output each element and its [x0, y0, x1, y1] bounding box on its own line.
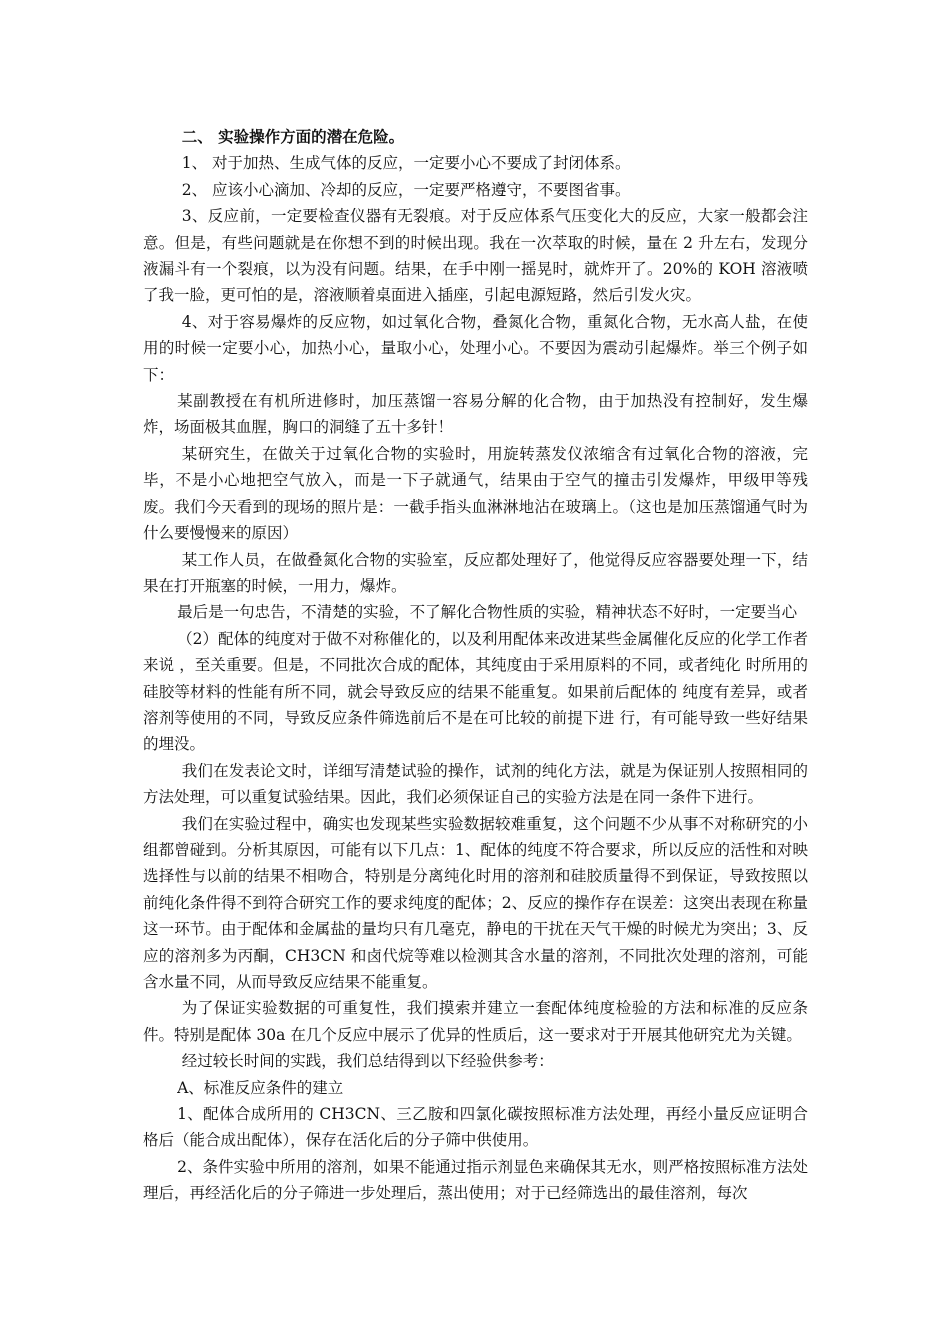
subsection-heading-a: A、标准反应条件的建立: [177, 1078, 344, 1097]
paragraph-step-1: 1、配体合成所用的 CH3CN、三乙胺和四氯化碳按照标准方法处理，再经小量反应证明合格后（能合成出配体），保存在活化后的分子筛中供使用。: [143, 1105, 808, 1150]
paragraph-method: 为了保证实验数据的可重复性，我们摸索并建立一套配体纯度检验的方法和标准的反应条件。特别是配体 30a 在几个反应中展示了优异的性质后，这一要求对于开展其他研究尤为关键。: [143, 999, 808, 1044]
paragraph-item-4: 4、对于容易爆炸的反应物，如过氧化合物，叠氮化合物，重氮化合物，无水高人盐，在使用的时候一定要小心，加热小心，量取小心，处理小心。不要因为震动引起爆炸。举三个例子如下：: [143, 312, 808, 384]
paragraph-item-3: 3、反应前，一定要检查仪器有无裂痕。对于反应体系气压变化大的反应，大家一般都会注意。但是，有些问题就是在你想不到的时候出现。我在一次萃取的时候，量在 2 升左右，发现分液漏斗有一个裂痕，以为没有问题。结果，在手中刚一摇晃时，就炸开了。20%的 KOH 溶液喷了我一脸，更可怕的是，溶液顺着桌面进入插座，引起电源短路，然后引发火灾。: [143, 207, 808, 305]
paragraph-example-2: 某研究生，在做关于过氧化合物的实验时，用旋转蒸发仪浓缩含有过氧化合物的溶液，完毕，不是小心地把空气放入，而是一下子就通气，结果由于空气的撞击引发爆炸，甲级甲等残废。我们今天看到的现场的照片是：一截手指头血淋淋地沾在玻璃上。（这也是加压蒸馏通气时为什么要慢慢来的原因）: [143, 444, 808, 543]
paragraph-reproducibility: 我们在实验过程中，确实也发现某些实验数据较难重复，这个问题不少从事不对称研究的小组都曾碰到。分析其原因，可能有以下几点：1、配体的纯度不符合要求，所以反应的活性和对映选择性与以前的结果不相吻合，特别是分离纯化时用的溶剂和硅胶质量得不到保证，导致按照以前纯化条件得不到符合研究工作的要求纯度的配体；2、反应的操作存在误差：这突出表现在称量这一环节。由于配体和金属盐的量均只有几毫克，静电的干扰在天气干燥的时候尤为突出；3、反应的溶剂多为丙酮，CH3CN 和卤代烷等难以检测其含水量的溶剂，不同批次处理的溶剂，可能含水量不同，从而导致反应结果不能重复。: [143, 814, 808, 991]
paragraph-example-3: 某工作人员，在做叠氮化合物的实验室，反应都处理好了，他觉得反应容器要处理一下，结果在打开瓶塞的时候，一用力，爆炸。: [143, 550, 808, 595]
paragraph-step-2: 2、条件实验中所用的溶剂，如果不能通过指示剂显色来确保其无水，则严格按照标准方法处理后，再经活化后的分子筛进一步处理后，蒸出使用；对于已经筛选出的最佳溶剂，每次: [143, 1157, 808, 1203]
paragraph-example-1: 某副教授在有机所进修时，加压蒸馏一容易分解的化合物，由于加热没有控制好，发生爆炸，场面极其血腥，胸口的洞缝了五十多针！: [143, 392, 808, 437]
document-body: [143, 124, 808, 1207]
paragraph-advice: 最后是一句忠告，不清楚的实验，不了解化合物性质的实验，精神状态不好时，一定要当心: [177, 603, 798, 622]
paragraph-publication: 我们在发表论文时，详细写清楚试验的操作，试剂的纯化方法，就是为保证别人按照相同的方法处理，可以重复试验结果。因此，我们必须保证自己的实验方法是在同一条件下进行。: [143, 761, 808, 807]
paragraph-item-2: 2、 应该小心滴加、冷却的反应，一定要严格遵守，不要图省事。: [181, 180, 631, 199]
section-heading: 二、 实验操作方面的潜在危险。: [181, 127, 405, 146]
paragraph-ligand-purity: （2）配体的纯度对于做不对称催化的，以及利用配体来改进某些金属催化反应的化学工作者来说 ，至关重要。但是，不同批次合成的配体，其纯度由于采用原料的不同，或者纯化 时所用的硅胶等材料的性能有所不同，就会导致反应的结果不能重复。如果前后配体的 纯度有差异，或者溶剂等使用的不同，导致反应条件筛选前后不是在可比较的前提下进 行，有可能导致一些好结果的埋没。: [143, 629, 808, 754]
paragraph-item-1: 1、 对于加热、生成气体的反应，一定要小心不要成了封闭体系。: [181, 154, 631, 173]
paragraph-experience: 经过较长时间的实践，我们总结得到以下经验供参考：: [181, 1052, 554, 1071]
